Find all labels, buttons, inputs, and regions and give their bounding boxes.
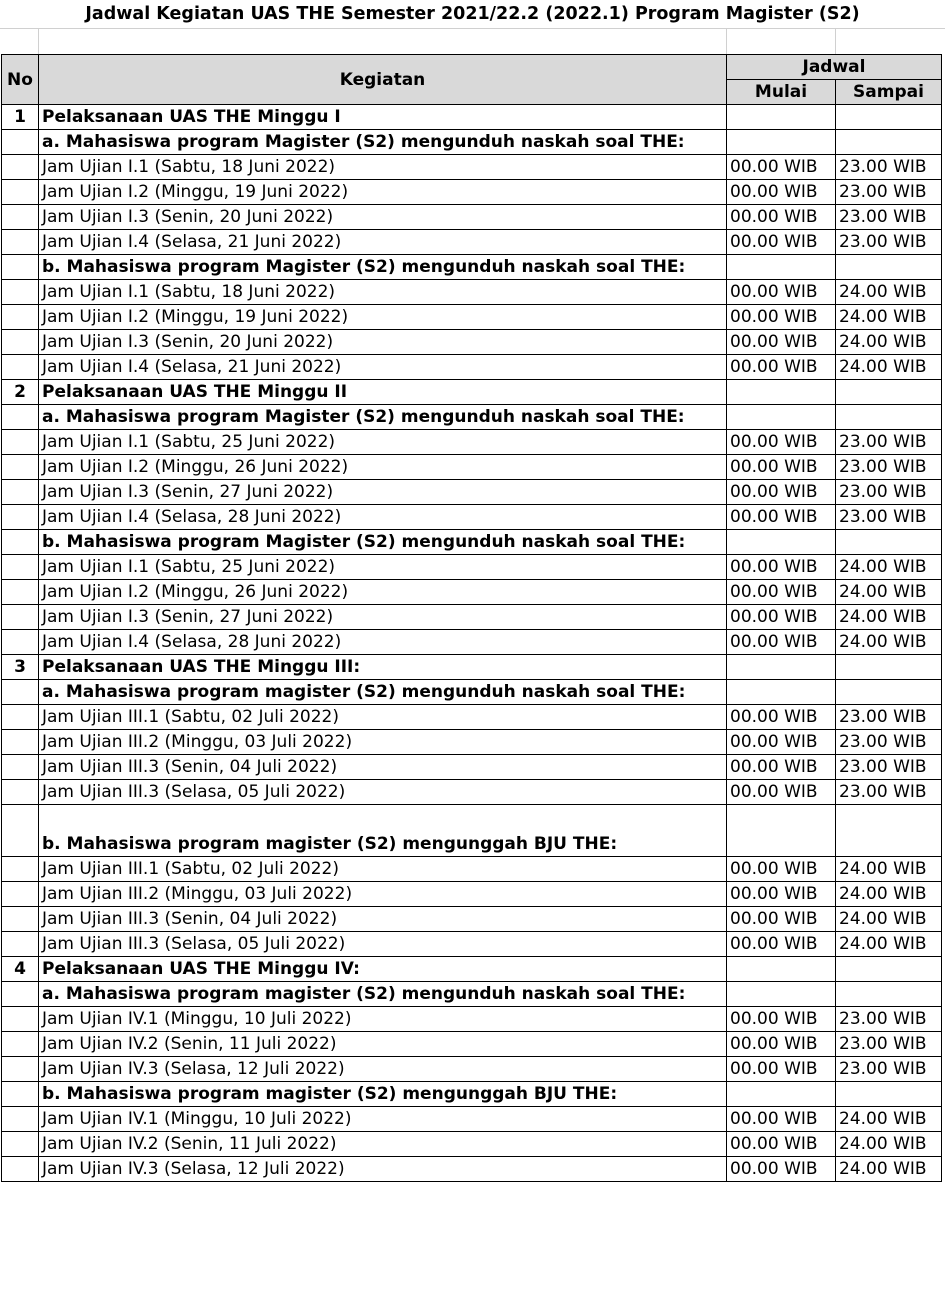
start-time-cell: 00.00 WIB [727, 907, 836, 932]
start-time-cell: 00.00 WIB [727, 305, 836, 330]
start-time-cell: 00.00 WIB [727, 780, 836, 805]
end-time-cell [836, 130, 942, 155]
activity-cell: a. Mahasiswa program magister (S2) mengunduh naskah soal THE: [39, 982, 727, 1007]
table-row [2, 430, 942, 455]
table-row [2, 932, 942, 957]
row-number [2, 907, 39, 932]
table-row [2, 1132, 942, 1157]
start-time-cell: 00.00 WIB [727, 1032, 836, 1057]
row-number [2, 780, 39, 805]
start-time-cell [727, 255, 836, 280]
table-row [2, 505, 942, 530]
row-number [2, 330, 39, 355]
start-time-cell: 00.00 WIB [727, 882, 836, 907]
table-row [2, 280, 942, 305]
end-time-cell: 24.00 WIB [836, 630, 942, 655]
row-number [2, 882, 39, 907]
row-number [2, 1132, 39, 1157]
row-number [2, 205, 39, 230]
row-number [2, 1157, 39, 1182]
start-time-cell: 00.00 WIB [727, 932, 836, 957]
table-row [2, 655, 942, 680]
activity-cell: Jam Ujian I.3 (Senin, 20 Juni 2022) [39, 205, 727, 230]
activity-cell: Jam Ujian I.2 (Minggu, 26 Juni 2022) [39, 455, 727, 480]
table-row [2, 255, 942, 280]
activity-cell: Jam Ujian III.3 (Selasa, 05 Juli 2022) [39, 780, 727, 805]
start-time-cell [727, 405, 836, 430]
end-time-cell: 23.00 WIB [836, 505, 942, 530]
table-row [2, 580, 942, 605]
end-time-cell [836, 530, 942, 555]
start-time-cell [727, 655, 836, 680]
table-row [2, 1007, 942, 1032]
end-time-cell: 24.00 WIB [836, 330, 942, 355]
row-number [2, 605, 39, 630]
start-time-cell: 00.00 WIB [727, 630, 836, 655]
row-number [2, 405, 39, 430]
end-time-cell: 23.00 WIB [836, 180, 942, 205]
end-time-cell: 24.00 WIB [836, 580, 942, 605]
start-time-cell: 00.00 WIB [727, 1107, 836, 1132]
table-row [2, 130, 942, 155]
row-number: 3 [2, 655, 39, 680]
start-time-cell: 00.00 WIB [727, 180, 836, 205]
start-time-cell [727, 957, 836, 982]
row-number [2, 1032, 39, 1057]
row-number: 2 [2, 380, 39, 405]
activity-cell: Jam Ujian I.2 (Minggu, 26 Juni 2022) [39, 580, 727, 605]
activity-cell: Jam Ujian III.3 (Senin, 04 Juli 2022) [39, 755, 727, 780]
activity-cell: b. Mahasiswa program Magister (S2) mengunduh naskah soal THE: [39, 255, 727, 280]
end-time-cell: 24.00 WIB [836, 882, 942, 907]
grid-line [726, 29, 727, 55]
row-number [2, 180, 39, 205]
start-time-cell: 00.00 WIB [727, 330, 836, 355]
end-time-cell: 24.00 WIB [836, 305, 942, 330]
end-time-cell: 23.00 WIB [836, 155, 942, 180]
table-row [2, 155, 942, 180]
row-number [2, 1057, 39, 1082]
end-time-cell: 23.00 WIB [836, 755, 942, 780]
start-time-cell: 00.00 WIB [727, 480, 836, 505]
row-number [2, 130, 39, 155]
start-time-cell: 00.00 WIB [727, 1057, 836, 1082]
activity-cell: Jam Ujian III.2 (Minggu, 03 Juli 2022) [39, 730, 727, 755]
start-time-cell [727, 530, 836, 555]
row-number [2, 1107, 39, 1132]
row-number [2, 730, 39, 755]
start-time-cell: 00.00 WIB [727, 705, 836, 730]
end-time-cell: 24.00 WIB [836, 907, 942, 932]
activity-cell: Jam Ujian III.1 (Sabtu, 02 Juli 2022) [39, 857, 727, 882]
table-row [2, 857, 942, 882]
activity-cell: Jam Ujian I.1 (Sabtu, 25 Juni 2022) [39, 555, 727, 580]
start-time-cell: 00.00 WIB [727, 1132, 836, 1157]
end-time-cell: 24.00 WIB [836, 932, 942, 957]
start-time-cell: 00.00 WIB [727, 580, 836, 605]
row-number [2, 805, 39, 857]
row-number [2, 680, 39, 705]
activity-cell: Jam Ujian I.3 (Senin, 27 Juni 2022) [39, 480, 727, 505]
table-row [2, 680, 942, 705]
row-number [2, 280, 39, 305]
activity-cell: a. Mahasiswa program magister (S2) mengunduh naskah soal THE: [39, 680, 727, 705]
table-row [2, 982, 942, 1007]
activity-cell: Jam Ujian III.3 (Senin, 04 Juli 2022) [39, 907, 727, 932]
end-time-cell: 23.00 WIB [836, 780, 942, 805]
end-time-cell [836, 1082, 942, 1107]
activity-cell: Jam Ujian I.3 (Senin, 20 Juni 2022) [39, 330, 727, 355]
row-number [2, 705, 39, 730]
start-time-cell: 00.00 WIB [727, 605, 836, 630]
table-row [2, 355, 942, 380]
table-row [2, 555, 942, 580]
page-title: Jadwal Kegiatan UAS THE Semester 2021/22.2 (2022.1) Program Magister (S2) [85, 4, 860, 24]
table-row [2, 380, 942, 405]
activity-cell: Jam Ujian I.1 (Sabtu, 25 Juni 2022) [39, 430, 727, 455]
activity-cell: Jam Ujian IV.1 (Minggu, 10 Juli 2022) [39, 1007, 727, 1032]
start-time-cell: 00.00 WIB [727, 205, 836, 230]
header-kegiatan: Kegiatan [39, 55, 727, 105]
row-number [2, 480, 39, 505]
row-number [2, 555, 39, 580]
end-time-cell [836, 655, 942, 680]
row-number [2, 155, 39, 180]
row-number [2, 530, 39, 555]
start-time-cell: 00.00 WIB [727, 857, 836, 882]
grid-line [38, 29, 39, 55]
end-time-cell [836, 405, 942, 430]
table-row [2, 1057, 942, 1082]
start-time-cell [727, 130, 836, 155]
table-row [2, 1157, 942, 1182]
activity-cell: Jam Ujian IV.1 (Minggu, 10 Juli 2022) [39, 1107, 727, 1132]
activity-cell: Pelaksanaan UAS THE Minggu III: [39, 655, 727, 680]
row-number: 4 [2, 957, 39, 982]
end-time-cell: 24.00 WIB [836, 1132, 942, 1157]
end-time-cell: 24.00 WIB [836, 1107, 942, 1132]
table-row [2, 1082, 942, 1107]
table-row [2, 480, 942, 505]
start-time-cell [727, 380, 836, 405]
table-row [2, 1032, 942, 1057]
row-number [2, 857, 39, 882]
activity-cell: Jam Ujian IV.2 (Senin, 11 Juli 2022) [39, 1132, 727, 1157]
end-time-cell: 23.00 WIB [836, 1032, 942, 1057]
start-time-cell [727, 982, 836, 1007]
end-time-cell: 24.00 WIB [836, 605, 942, 630]
header-no: No [2, 55, 39, 105]
start-time-cell [727, 680, 836, 705]
row-number [2, 932, 39, 957]
activity-cell: Pelaksanaan UAS THE Minggu I [39, 105, 727, 130]
table-row [2, 530, 942, 555]
table-row [2, 705, 942, 730]
blank-row [0, 28, 945, 55]
start-time-cell: 00.00 WIB [727, 280, 836, 305]
activity-cell: Jam Ujian I.3 (Senin, 27 Juni 2022) [39, 605, 727, 630]
row-number [2, 255, 39, 280]
start-time-cell: 00.00 WIB [727, 355, 836, 380]
table-row [2, 805, 942, 857]
end-time-cell: 23.00 WIB [836, 730, 942, 755]
header-jadwal: Jadwal [727, 55, 942, 80]
table-row [2, 455, 942, 480]
row-number [2, 580, 39, 605]
row-number [2, 455, 39, 480]
start-time-cell: 00.00 WIB [727, 505, 836, 530]
table-row [2, 730, 942, 755]
table-row [2, 780, 942, 805]
row-number [2, 630, 39, 655]
activity-cell: Pelaksanaan UAS THE Minggu II [39, 380, 727, 405]
activity-cell: Jam Ujian I.4 (Selasa, 21 Juni 2022) [39, 230, 727, 255]
end-time-cell [836, 105, 942, 130]
start-time-cell [727, 1082, 836, 1107]
end-time-cell [836, 957, 942, 982]
table-row [2, 180, 942, 205]
activity-cell: b. Mahasiswa program magister (S2) mengunggah BJU THE: [39, 1082, 727, 1107]
end-time-cell: 23.00 WIB [836, 205, 942, 230]
activity-cell: Jam Ujian I.4 (Selasa, 28 Juni 2022) [39, 505, 727, 530]
end-time-cell: 23.00 WIB [836, 455, 942, 480]
end-time-cell: 23.00 WIB [836, 1057, 942, 1082]
end-time-cell: 24.00 WIB [836, 1157, 942, 1182]
table-row [2, 882, 942, 907]
table-row [2, 405, 942, 430]
table-row [2, 907, 942, 932]
row-number [2, 430, 39, 455]
activity-cell: Jam Ujian I.4 (Selasa, 28 Juni 2022) [39, 630, 727, 655]
table-row [2, 755, 942, 780]
table-row [2, 205, 942, 230]
activity-cell: Jam Ujian III.1 (Sabtu, 02 Juli 2022) [39, 705, 727, 730]
row-number [2, 755, 39, 780]
end-time-cell: 23.00 WIB [836, 480, 942, 505]
start-time-cell [727, 805, 836, 857]
table-row [2, 230, 942, 255]
end-time-cell [836, 255, 942, 280]
activity-cell: Jam Ujian IV.3 (Selasa, 12 Juli 2022) [39, 1157, 727, 1182]
start-time-cell: 00.00 WIB [727, 1157, 836, 1182]
activity-cell: Jam Ujian IV.3 (Selasa, 12 Juli 2022) [39, 1057, 727, 1082]
activity-cell: a. Mahasiswa program Magister (S2) mengunduh naskah soal THE: [39, 130, 727, 155]
start-time-cell: 00.00 WIB [727, 730, 836, 755]
activity-cell: Jam Ujian I.2 (Minggu, 19 Juni 2022) [39, 305, 727, 330]
activity-cell: Pelaksanaan UAS THE Minggu IV: [39, 957, 727, 982]
grid-line [835, 29, 836, 55]
table-row [2, 330, 942, 355]
start-time-cell [727, 105, 836, 130]
activity-cell: Jam Ujian III.3 (Selasa, 05 Juli 2022) [39, 932, 727, 957]
activity-cell: Jam Ujian III.2 (Minggu, 03 Juli 2022) [39, 882, 727, 907]
schedule-body [2, 105, 942, 1182]
activity-cell: a. Mahasiswa program Magister (S2) mengunduh naskah soal THE: [39, 405, 727, 430]
activity-cell: Jam Ujian I.2 (Minggu, 19 Juni 2022) [39, 180, 727, 205]
end-time-cell: 24.00 WIB [836, 555, 942, 580]
row-number: 1 [2, 105, 39, 130]
activity-cell: Jam Ujian I.1 (Sabtu, 18 Juni 2022) [39, 280, 727, 305]
activity-cell: Jam Ujian I.4 (Selasa, 21 Juni 2022) [39, 355, 727, 380]
start-time-cell: 00.00 WIB [727, 455, 836, 480]
start-time-cell: 00.00 WIB [727, 1007, 836, 1032]
table-row [2, 1107, 942, 1132]
start-time-cell: 00.00 WIB [727, 230, 836, 255]
end-time-cell: 24.00 WIB [836, 355, 942, 380]
row-number [2, 505, 39, 530]
table-row [2, 605, 942, 630]
end-time-cell: 23.00 WIB [836, 705, 942, 730]
row-number [2, 1082, 39, 1107]
table-row [2, 630, 942, 655]
row-number [2, 305, 39, 330]
row-number [2, 230, 39, 255]
start-time-cell: 00.00 WIB [727, 555, 836, 580]
table-row [2, 305, 942, 330]
end-time-cell [836, 982, 942, 1007]
schedule-table [1, 54, 942, 1182]
end-time-cell: 23.00 WIB [836, 1007, 942, 1032]
table-row [2, 957, 942, 982]
end-time-cell: 24.00 WIB [836, 280, 942, 305]
activity-cell: Jam Ujian IV.2 (Senin, 11 Juli 2022) [39, 1032, 727, 1057]
end-time-cell [836, 680, 942, 705]
header-sampai: Sampai [836, 80, 942, 105]
row-number [2, 982, 39, 1007]
activity-cell: Jam Ujian I.1 (Sabtu, 18 Juni 2022) [39, 155, 727, 180]
table-row [2, 105, 942, 130]
end-time-cell: 23.00 WIB [836, 430, 942, 455]
start-time-cell: 00.00 WIB [727, 755, 836, 780]
end-time-cell [836, 380, 942, 405]
activity-cell: b. Mahasiswa program Magister (S2) mengunduh naskah soal THE: [39, 530, 727, 555]
start-time-cell: 00.00 WIB [727, 430, 836, 455]
activity-cell: b. Mahasiswa program magister (S2) mengunggah BJU THE: [39, 805, 727, 857]
end-time-cell [836, 805, 942, 857]
row-number [2, 355, 39, 380]
end-time-cell: 24.00 WIB [836, 857, 942, 882]
start-time-cell: 00.00 WIB [727, 155, 836, 180]
header-mulai: Mulai [727, 80, 836, 105]
row-number [2, 1007, 39, 1032]
end-time-cell: 23.00 WIB [836, 230, 942, 255]
